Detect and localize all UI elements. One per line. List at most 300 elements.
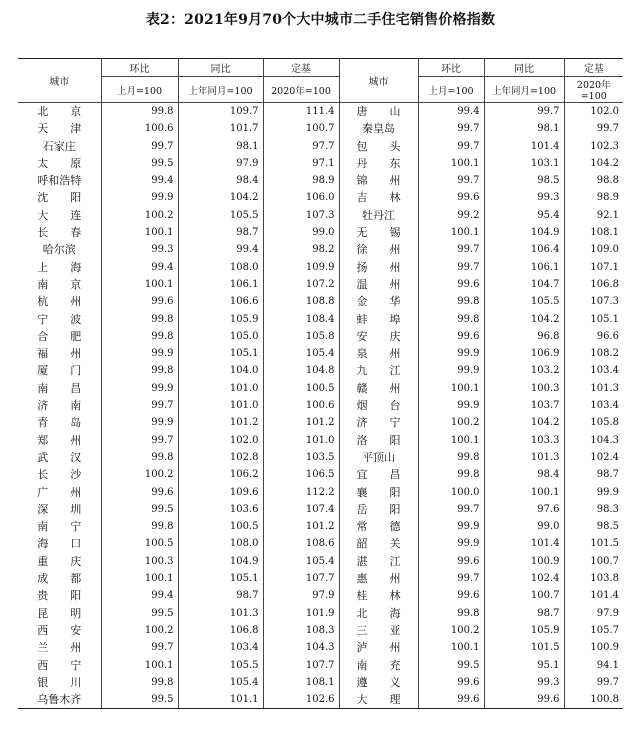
left-mom-value: 99.7 — [101, 432, 178, 449]
left-yoy-value: 106.2 — [178, 466, 263, 483]
left-base-value: 98.9 — [263, 172, 339, 189]
left-city-name: 北 京 — [37, 105, 82, 118]
right-city-name: 温 州 — [339, 276, 418, 293]
right-base-value: 98.3 — [564, 501, 623, 518]
left-city-name: 西 安 — [37, 623, 82, 637]
right-mom-value: 100.1 — [418, 432, 484, 449]
left-city-name: 合 肥 — [37, 329, 82, 343]
left-mom-value: 100.5 — [101, 535, 178, 552]
right-mom-value: 100.2 — [418, 622, 484, 639]
right-yoy-value: 98.7 — [484, 605, 564, 622]
right-city-name: 秦皇岛 — [339, 120, 418, 137]
right-base-value: 105.1 — [564, 311, 623, 328]
left-city-name: 海 口 — [37, 537, 82, 551]
left-yoy-value: 101.1 — [178, 691, 263, 709]
left-mom-value: 99.8 — [101, 518, 178, 535]
left-base-value: 101.0 — [263, 432, 339, 449]
left-base-value: 107.2 — [263, 276, 339, 293]
left-base-value: 101.2 — [263, 414, 339, 431]
right-city-name: 湛 江 — [339, 553, 418, 570]
left-mom-value: 99.9 — [101, 414, 178, 431]
table-row — [18, 362, 623, 379]
right-mom-value: 100.1 — [418, 380, 484, 397]
right-city-name: 丹 东 — [339, 155, 418, 172]
table-row — [18, 345, 623, 362]
right-mom-value: 99.6 — [418, 691, 484, 709]
left-base-value: 106.5 — [263, 466, 339, 483]
table-row — [18, 259, 623, 276]
left-mom-value: 99.5 — [101, 605, 178, 622]
right-yoy-value: 101.4 — [484, 138, 564, 155]
right-yoy-value: 105.9 — [484, 622, 564, 639]
right-city-name: 烟 台 — [339, 397, 418, 414]
left-yoy-value: 98.7 — [178, 224, 263, 241]
right-city-name: 安 庆 — [339, 328, 418, 345]
left-mom-value: 99.8 — [101, 362, 178, 379]
right-base-value: 98.5 — [564, 518, 623, 535]
right-city-name: 包 头 — [339, 138, 418, 155]
right-mom-value: 99.6 — [418, 189, 484, 206]
right-mom-value: 100.2 — [418, 414, 484, 431]
left-base-value: 99.0 — [263, 224, 339, 241]
right-yoy-value: 103.1 — [484, 155, 564, 172]
left-yoy-value: 105.4 — [178, 674, 263, 691]
left-yoy-value: 101.0 — [178, 380, 263, 397]
right-yoy-value: 98.1 — [484, 120, 564, 137]
table-row — [18, 241, 623, 258]
right-mom-value: 99.6 — [418, 328, 484, 345]
right-city-name: 常 德 — [339, 518, 418, 535]
right-yoy-value: 105.5 — [484, 293, 564, 310]
left-yoy-value: 104.9 — [178, 553, 263, 570]
right-base-value: 100.9 — [564, 639, 623, 656]
right-mom-value: 99.7 — [418, 241, 484, 258]
right-base-value: 103.8 — [564, 570, 623, 587]
left-base-value: 100.5 — [263, 380, 339, 397]
right-yoy-value: 95.1 — [484, 657, 564, 674]
table-row — [18, 380, 623, 397]
right-yoy-value: 101.4 — [484, 535, 564, 552]
right-base-value: 108.1 — [564, 224, 623, 241]
right-city-name: 蚌 埠 — [339, 311, 418, 328]
left-base-value: 108.8 — [263, 293, 339, 310]
right-yoy-value: 100.9 — [484, 553, 564, 570]
left-yoy-value: 105.1 — [178, 570, 263, 587]
right-yoy-value: 100.7 — [484, 587, 564, 604]
table-row — [18, 657, 623, 674]
left-city-name: 长 沙 — [37, 468, 82, 482]
left-mom-value: 99.7 — [101, 397, 178, 414]
table-row — [18, 138, 623, 155]
right-mom-value: 99.6 — [418, 587, 484, 604]
left-base-value: 101.2 — [263, 518, 339, 535]
right-mom-value: 99.4 — [418, 103, 484, 121]
left-base-value: 109.9 — [263, 259, 339, 276]
left-city-name: 西 宁 — [37, 658, 82, 672]
right-mom-value: 99.7 — [418, 501, 484, 518]
left-city-name: 深 圳 — [37, 502, 82, 516]
left-base-value: 105.4 — [263, 345, 339, 362]
right-base-value: 105.8 — [564, 414, 623, 431]
left-base-value: 100.6 — [263, 397, 339, 414]
table-row — [18, 622, 623, 639]
left-yoy-value: 105.5 — [178, 207, 263, 224]
left-mom-value: 99.6 — [101, 484, 178, 501]
table-row — [18, 120, 623, 137]
left-city-name: 南 宁 — [37, 520, 82, 534]
right-base-value: 106.8 — [564, 276, 623, 293]
header-mom-sub: 上月=100 — [101, 77, 178, 103]
header-mom-sub-right: 上月=100 — [418, 77, 484, 103]
table-row — [18, 605, 623, 622]
right-mom-value: 99.7 — [418, 570, 484, 587]
right-city-name: 三 亚 — [339, 622, 418, 639]
table-row — [18, 518, 623, 535]
left-city-name: 南 京 — [37, 277, 82, 291]
right-base-value: 92.1 — [564, 207, 623, 224]
left-mom-value: 99.8 — [101, 311, 178, 328]
right-mom-value: 99.7 — [418, 120, 484, 137]
right-city-name: 桂 林 — [339, 587, 418, 604]
left-base-value: 105.4 — [263, 553, 339, 570]
right-base-value: 98.8 — [564, 172, 623, 189]
right-yoy-value: 103.2 — [484, 362, 564, 379]
left-yoy-value: 108.0 — [178, 535, 263, 552]
header-mom-right: 环比 — [418, 59, 484, 77]
right-city-name: 南 充 — [339, 657, 418, 674]
right-mom-value: 99.7 — [418, 259, 484, 276]
left-base-value: 108.6 — [263, 535, 339, 552]
left-city-name: 乌鲁木齐 — [18, 691, 101, 709]
right-city-name: 锦 州 — [339, 172, 418, 189]
left-yoy-value: 102.0 — [178, 432, 263, 449]
left-mom-value: 99.5 — [101, 155, 178, 172]
right-base-value: 102.0 — [564, 103, 623, 121]
table-row — [18, 207, 623, 224]
left-base-value: 101.9 — [263, 605, 339, 622]
left-yoy-value: 101.7 — [178, 120, 263, 137]
right-base-value: 94.1 — [564, 657, 623, 674]
left-base-value: 107.7 — [263, 570, 339, 587]
right-mom-value: 99.7 — [418, 172, 484, 189]
right-base-value: 100.8 — [564, 691, 623, 709]
right-mom-value: 99.6 — [418, 674, 484, 691]
right-yoy-value: 97.6 — [484, 501, 564, 518]
right-base-value: 103.4 — [564, 362, 623, 379]
left-yoy-value: 98.7 — [178, 587, 263, 604]
right-yoy-value: 106.9 — [484, 345, 564, 362]
left-yoy-value: 109.6 — [178, 484, 263, 501]
right-yoy-value: 99.3 — [484, 674, 564, 691]
left-mom-value: 99.3 — [101, 241, 178, 258]
table-row — [18, 397, 623, 414]
right-city-name: 徐 州 — [339, 241, 418, 258]
right-city-name: 赣 州 — [339, 380, 418, 397]
right-city-name: 唐 山 — [339, 103, 418, 121]
left-city-name: 广 州 — [37, 485, 82, 499]
left-mom-value: 99.7 — [101, 138, 178, 155]
right-base-value: 98.7 — [564, 466, 623, 483]
right-base-value: 105.7 — [564, 622, 623, 639]
left-city-name: 青 岛 — [37, 416, 82, 430]
left-mom-value: 99.9 — [101, 189, 178, 206]
left-yoy-value: 109.7 — [178, 103, 263, 121]
left-mom-value: 100.1 — [101, 570, 178, 587]
right-base-value: 98.9 — [564, 189, 623, 206]
right-mom-value: 99.6 — [418, 276, 484, 293]
left-yoy-value: 104.0 — [178, 362, 263, 379]
table-row — [18, 103, 623, 121]
header-city: 城市 — [18, 59, 101, 103]
table-body — [18, 103, 623, 709]
right-base-value: 101.4 — [564, 587, 623, 604]
left-city-name: 昆 明 — [37, 606, 82, 620]
left-city-name: 哈尔滨 — [42, 243, 76, 257]
left-yoy-value: 103.4 — [178, 639, 263, 656]
price-index-table — [18, 58, 623, 709]
left-base-value: 108.3 — [263, 622, 339, 639]
right-city-name: 遵 义 — [339, 674, 418, 691]
right-base-value: 102.3 — [564, 138, 623, 155]
left-yoy-value: 98.1 — [178, 138, 263, 155]
right-mom-value: 99.9 — [418, 345, 484, 362]
left-city-name: 福 州 — [37, 347, 82, 361]
right-city-name: 岳 阳 — [339, 501, 418, 518]
right-mom-value: 100.1 — [418, 224, 484, 241]
right-city-name: 平顶山 — [339, 449, 418, 466]
left-mom-value: 99.4 — [101, 259, 178, 276]
left-mom-value: 100.3 — [101, 553, 178, 570]
left-mom-value: 99.7 — [101, 639, 178, 656]
right-city-name: 襄 阳 — [339, 484, 418, 501]
left-base-value: 107.7 — [263, 657, 339, 674]
right-yoy-value: 99.0 — [484, 518, 564, 535]
right-base-value: 101.5 — [564, 535, 623, 552]
table-row — [18, 155, 623, 172]
left-mom-value: 99.8 — [101, 103, 178, 121]
header-yoy-right: 同比 — [484, 59, 564, 77]
left-base-value: 107.4 — [263, 501, 339, 518]
left-base-value: 111.4 — [263, 103, 339, 121]
right-city-name: 宜 昌 — [339, 466, 418, 483]
left-yoy-value: 98.4 — [178, 172, 263, 189]
right-city-name: 惠 州 — [339, 570, 418, 587]
right-base-value: 108.2 — [564, 345, 623, 362]
right-yoy-value: 103.7 — [484, 397, 564, 414]
right-city-name: 泸 州 — [339, 639, 418, 656]
left-base-value: 112.2 — [263, 484, 339, 501]
left-city-name: 上 海 — [37, 260, 82, 274]
table-row — [18, 466, 623, 483]
right-mom-value: 99.8 — [418, 449, 484, 466]
right-yoy-value: 103.3 — [484, 432, 564, 449]
table-row — [18, 432, 623, 449]
left-city-name: 石家庄 — [42, 139, 76, 153]
left-mom-value: 99.5 — [101, 691, 178, 709]
left-mom-value: 100.6 — [101, 120, 178, 137]
right-base-value: 96.6 — [564, 328, 623, 345]
left-yoy-value: 106.8 — [178, 622, 263, 639]
table-row — [18, 639, 623, 656]
right-base-value: 109.0 — [564, 241, 623, 258]
header-base-sub-right: 2020年=100 — [564, 77, 623, 103]
right-yoy-value: 98.4 — [484, 466, 564, 483]
right-city-name: 韶 关 — [339, 535, 418, 552]
right-base-value: 107.1 — [564, 259, 623, 276]
right-city-name: 九 江 — [339, 362, 418, 379]
left-base-value: 98.2 — [263, 241, 339, 258]
left-city-name: 沈 阳 — [37, 191, 82, 205]
left-yoy-value: 104.2 — [178, 189, 263, 206]
left-city-name: 银 川 — [37, 675, 82, 689]
left-city-name: 天 津 — [37, 122, 82, 136]
table-row — [18, 570, 623, 587]
header-mom: 环比 — [101, 59, 178, 77]
table-row — [18, 449, 623, 466]
right-yoy-value: 104.2 — [484, 414, 564, 431]
left-base-value: 97.7 — [263, 138, 339, 155]
table-row — [18, 172, 623, 189]
right-mom-value: 99.2 — [418, 207, 484, 224]
right-city-name: 洛 阳 — [339, 432, 418, 449]
right-yoy-value: 99.3 — [484, 189, 564, 206]
right-mom-value: 99.8 — [418, 605, 484, 622]
left-mom-value: 99.5 — [101, 501, 178, 518]
table-row — [18, 311, 623, 328]
right-yoy-value: 101.3 — [484, 449, 564, 466]
right-base-value: 99.9 — [564, 484, 623, 501]
left-mom-value: 99.9 — [101, 380, 178, 397]
right-mom-value: 100.0 — [418, 484, 484, 501]
header-yoy-sub: 上年同月=100 — [178, 77, 263, 103]
left-city-name: 郑 州 — [37, 433, 82, 447]
left-mom-value: 100.2 — [101, 622, 178, 639]
right-mom-value: 99.8 — [418, 311, 484, 328]
left-yoy-value: 101.3 — [178, 605, 263, 622]
right-city-name: 吉 林 — [339, 189, 418, 206]
right-city-name: 牡丹江 — [339, 207, 418, 224]
right-mom-value: 99.7 — [418, 138, 484, 155]
right-base-value: 104.2 — [564, 155, 623, 172]
left-city-name: 大 连 — [37, 208, 82, 222]
left-base-value: 104.3 — [263, 639, 339, 656]
right-base-value: 99.7 — [564, 120, 623, 137]
right-mom-value: 99.9 — [418, 397, 484, 414]
left-yoy-value: 100.5 — [178, 518, 263, 535]
left-city-name: 呼和浩特 — [37, 174, 82, 188]
left-city-name: 厦 门 — [37, 364, 82, 378]
header-yoy-sub-right: 上年同月=100 — [484, 77, 564, 103]
right-yoy-value: 99.7 — [484, 103, 564, 121]
right-yoy-value: 102.4 — [484, 570, 564, 587]
right-yoy-value: 104.2 — [484, 311, 564, 328]
left-yoy-value: 101.0 — [178, 397, 263, 414]
left-base-value: 100.7 — [263, 120, 339, 137]
left-mom-value: 100.1 — [101, 224, 178, 241]
left-yoy-value: 106.1 — [178, 276, 263, 293]
right-base-value: 103.4 — [564, 397, 623, 414]
left-mom-value: 99.6 — [101, 293, 178, 310]
left-base-value: 97.9 — [263, 587, 339, 604]
left-city-name: 杭 州 — [37, 295, 82, 309]
header-city-right: 城市 — [339, 59, 418, 103]
left-base-value: 102.6 — [263, 691, 339, 709]
left-city-name: 武 汉 — [37, 450, 82, 464]
left-base-value: 106.0 — [263, 189, 339, 206]
left-yoy-value: 105.5 — [178, 657, 263, 674]
right-base-value: 100.7 — [564, 553, 623, 570]
right-mom-value: 99.9 — [418, 518, 484, 535]
right-yoy-value: 104.9 — [484, 224, 564, 241]
table-row — [18, 587, 623, 604]
left-mom-value: 100.1 — [101, 657, 178, 674]
left-city-name: 兰 州 — [37, 641, 82, 655]
left-mom-value: 99.8 — [101, 449, 178, 466]
right-city-name: 扬 州 — [339, 259, 418, 276]
left-yoy-value: 105.1 — [178, 345, 263, 362]
left-city-name: 南 昌 — [37, 381, 82, 395]
table-row — [18, 293, 623, 310]
right-yoy-value: 106.1 — [484, 259, 564, 276]
left-yoy-value: 101.2 — [178, 414, 263, 431]
left-mom-value: 99.9 — [101, 345, 178, 362]
right-base-value: 104.3 — [564, 432, 623, 449]
right-yoy-value: 101.5 — [484, 639, 564, 656]
right-yoy-value: 96.8 — [484, 328, 564, 345]
right-yoy-value: 98.5 — [484, 172, 564, 189]
left-city-name: 重 庆 — [37, 554, 82, 568]
table-row — [18, 535, 623, 552]
left-mom-value: 100.2 — [101, 466, 178, 483]
table-row — [18, 691, 623, 709]
left-city-name: 长 春 — [37, 226, 82, 240]
left-city-name: 太 原 — [37, 156, 82, 170]
left-mom-value: 99.8 — [101, 328, 178, 345]
right-mom-value: 99.8 — [418, 466, 484, 483]
left-yoy-value: 105.0 — [178, 328, 263, 345]
right-mom-value: 99.9 — [418, 362, 484, 379]
right-yoy-value: 100.1 — [484, 484, 564, 501]
table-row — [18, 553, 623, 570]
left-base-value: 104.8 — [263, 362, 339, 379]
left-yoy-value: 103.6 — [178, 501, 263, 518]
right-mom-value: 100.1 — [418, 639, 484, 656]
left-mom-value: 99.8 — [101, 674, 178, 691]
right-city-name: 济 宁 — [339, 414, 418, 431]
right-city-name: 大 理 — [339, 691, 418, 709]
table-row — [18, 224, 623, 241]
right-base-value: 99.7 — [564, 674, 623, 691]
table-row — [18, 484, 623, 501]
header-base: 定基 — [263, 59, 339, 77]
table-row — [18, 674, 623, 691]
right-base-value: 102.4 — [564, 449, 623, 466]
left-yoy-value: 97.9 — [178, 155, 263, 172]
left-mom-value: 100.2 — [101, 207, 178, 224]
table-row — [18, 276, 623, 293]
left-city-name: 济 南 — [37, 399, 82, 413]
left-city-name: 成 都 — [37, 572, 82, 586]
left-base-value: 108.1 — [263, 674, 339, 691]
left-yoy-value: 99.4 — [178, 241, 263, 258]
header-yoy: 同比 — [178, 59, 263, 77]
right-mom-value: 99.9 — [418, 535, 484, 552]
table-row — [18, 414, 623, 431]
right-yoy-value: 106.4 — [484, 241, 564, 258]
left-city-name: 贵 阳 — [37, 589, 82, 603]
header-base-right: 定基 — [564, 59, 623, 77]
left-mom-value: 99.4 — [101, 172, 178, 189]
